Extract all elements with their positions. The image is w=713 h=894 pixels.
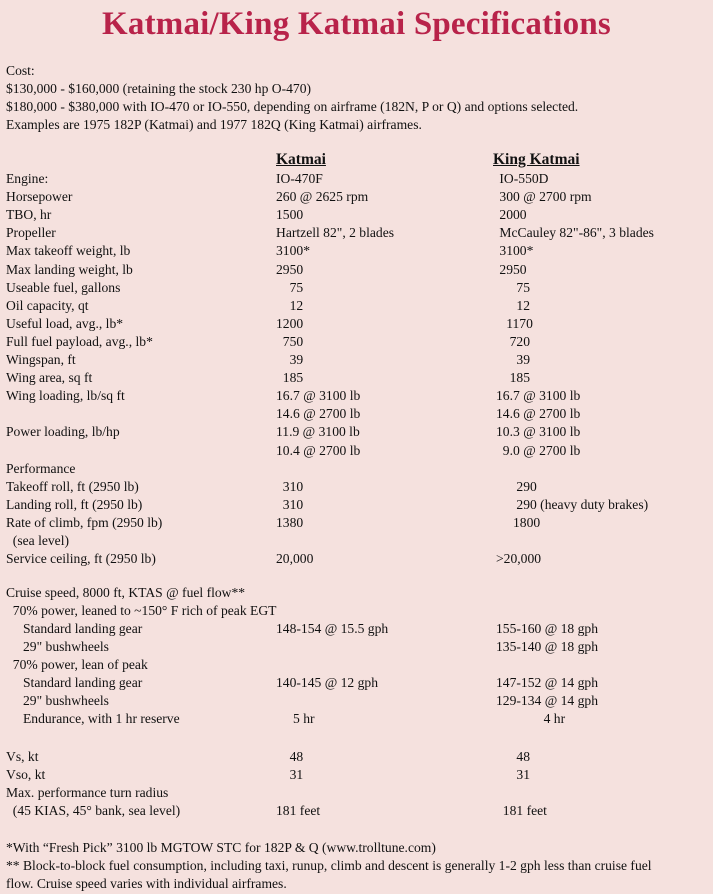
king-katmai-value: 129-134 @ 14 gph	[496, 693, 599, 708]
king-katmai-value: 31	[496, 767, 530, 782]
katmai-value: 2950	[276, 261, 304, 277]
footnote-2: ** Block-to-block fuel consumption, including taxi, runup, climb and descent is generally 1-2 gph less than cruise fuel	[6, 858, 652, 873]
row-label: Oil capacity, qt	[6, 297, 89, 313]
spec-row	[0, 387, 713, 405]
column-header-katmai: Katmai	[276, 151, 326, 168]
spec-row	[0, 460, 713, 478]
king-katmai-value: 75	[496, 279, 530, 295]
katmai-value: 10.4 @ 2700 lb	[276, 442, 361, 458]
katmai-value: 12	[276, 297, 304, 313]
row-label: 29" bushwheels	[6, 639, 109, 654]
spec-row	[0, 442, 713, 460]
spec-row	[0, 242, 713, 260]
king-katmai-value: McCauley 82"-86", 3 blades	[496, 225, 654, 241]
row-label: Propeller	[6, 225, 56, 241]
spec-row	[0, 369, 713, 387]
katmai-value: 3100*	[276, 243, 310, 259]
row-label: TBO, hr	[6, 207, 52, 223]
spec-row	[0, 423, 713, 441]
king-katmai-value: 181 feet	[496, 803, 547, 818]
speed-row	[0, 802, 713, 820]
king-katmai-value: 135-140 @ 18 gph	[496, 639, 599, 654]
row-label: Performance	[6, 460, 76, 476]
katmai-value: 750	[276, 333, 304, 349]
king-katmai-value: 14.6 @ 2700 lb	[496, 406, 581, 422]
katmai-value: 75	[276, 279, 304, 295]
spec-row	[0, 279, 713, 297]
column-headers	[0, 151, 713, 169]
king-katmai-value: 1170	[496, 315, 533, 331]
katmai-value: 31	[276, 767, 304, 782]
king-katmai-value: IO-550D	[496, 171, 549, 186]
cruise-heading: Cruise speed, 8000 ft, KTAS @ fuel flow**	[6, 585, 246, 600]
spec-row	[0, 532, 713, 550]
king-katmai-value: 10.3 @ 3100 lb	[496, 424, 581, 440]
spec-row	[0, 315, 713, 333]
spec-row	[0, 188, 713, 206]
cruise-row	[0, 620, 713, 638]
cruise-row	[0, 602, 713, 620]
spec-row	[0, 297, 713, 315]
king-katmai-value: 16.7 @ 3100 lb	[496, 388, 581, 404]
row-label: (sea level)	[6, 533, 70, 548]
spec-row	[0, 496, 713, 514]
row-label: (45 KIAS, 45° bank, sea level)	[6, 803, 181, 818]
king-katmai-value: 9.0 @ 2700 lb	[496, 442, 581, 458]
row-label: Horsepower	[6, 189, 73, 205]
king-katmai-value: 300 @ 2700 rpm	[496, 189, 592, 205]
spec-row	[0, 261, 713, 279]
katmai-value: 310	[276, 496, 304, 512]
katmai-value: Hartzell 82", 2 blades	[276, 225, 395, 241]
spec-row	[0, 405, 713, 423]
king-katmai-value: 39	[496, 352, 530, 367]
row-label: Wing area, sq ft	[6, 370, 93, 386]
king-katmai-value: 290 (heavy duty brakes)	[496, 496, 649, 512]
speed-row	[0, 784, 713, 802]
king-katmai-value: 155-160 @ 18 gph	[496, 621, 599, 636]
king-katmai-value: 12	[496, 297, 530, 313]
king-katmai-value: 48	[496, 749, 530, 764]
row-label: Landing roll, ft (2950 lb)	[6, 496, 143, 512]
katmai-value: 260 @ 2625 rpm	[276, 189, 369, 205]
king-katmai-value: 147-152 @ 14 gph	[496, 675, 599, 690]
katmai-value: 140-145 @ 12 gph	[276, 675, 379, 690]
speed-row	[0, 766, 713, 784]
row-label: Wing loading, lb/sq ft	[6, 388, 125, 404]
king-katmai-value: 2950	[496, 261, 527, 277]
king-katmai-value: 1800	[496, 514, 541, 530]
row-label: Full fuel payload, avg., lb*	[6, 333, 153, 349]
row-label: Standard landing gear	[6, 675, 143, 690]
row-label: Useful load, avg., lb*	[6, 315, 124, 331]
spec-row	[0, 170, 713, 188]
katmai-value: 310	[276, 478, 304, 494]
spec-row	[0, 333, 713, 351]
row-label: Max landing weight, lb	[6, 261, 133, 277]
speed-row	[0, 748, 713, 766]
katmai-value: 148-154 @ 15.5 gph	[276, 621, 389, 636]
king-katmai-value: >20,000	[496, 551, 542, 567]
row-label: Vso, kt	[6, 767, 46, 782]
katmai-value: 5 hr	[276, 711, 315, 726]
page-title: Katmai/King Katmai Specifications	[102, 6, 611, 42]
cruise-row	[0, 710, 713, 728]
cruise-row	[0, 674, 713, 692]
katmai-value: 11.9 @ 3100 lb	[276, 424, 360, 440]
cost-line-1: $130,000 - $160,000 (retaining the stock 230 hp O-470)	[6, 81, 312, 96]
cost-label: Cost:	[6, 63, 35, 78]
cruise-row	[0, 656, 713, 674]
cruise-row	[0, 638, 713, 656]
column-header-king-katmai: King Katmai	[493, 151, 580, 168]
king-katmai-value: 3100*	[496, 243, 534, 259]
katmai-value: 16.7 @ 3100 lb	[276, 388, 361, 404]
spec-row	[0, 206, 713, 224]
katmai-value: 1200	[276, 315, 304, 331]
row-label: Service ceiling, ft (2950 lb)	[6, 551, 156, 567]
row-label: Max takeoff weight, lb	[6, 243, 131, 259]
row-label: 29" bushwheels	[6, 693, 109, 708]
row-label: Vs, kt	[6, 749, 39, 764]
king-katmai-value: 2000	[496, 207, 527, 223]
katmai-value: 185	[276, 370, 304, 386]
footnote-1: *With “Fresh Pick” 3100 lb MGTOW STC for 182P & Q (www.trolltune.com)	[6, 840, 436, 855]
katmai-value: 48	[276, 749, 304, 764]
king-katmai-value: 4 hr	[496, 711, 566, 726]
row-label: Rate of climb, fpm (2950 lb)	[6, 514, 163, 530]
king-katmai-value: 720	[496, 333, 530, 349]
footnote-2-cont: flow. Cruise speed varies with individual airframes.	[6, 876, 287, 891]
row-label: Wingspan, ft	[6, 352, 76, 367]
king-katmai-value: 290	[496, 478, 537, 494]
katmai-value: 20,000	[276, 551, 314, 567]
king-katmai-value: 185	[496, 370, 530, 386]
cost-line-2: $180,000 - $380,000 with IO-470 or IO-550, depending on airframe (182N, P or Q) and options selected.	[6, 99, 579, 114]
spec-row	[0, 514, 713, 532]
katmai-value: 39	[276, 352, 304, 367]
row-label: Takeoff roll, ft (2950 lb)	[6, 478, 139, 494]
spec-row	[0, 351, 713, 369]
katmai-value: 14.6 @ 2700 lb	[276, 406, 361, 422]
row-label: Power loading, lb/hp	[6, 424, 120, 440]
katmai-value: 1380	[276, 514, 304, 530]
row-label: Engine:	[6, 171, 49, 186]
row-label: Useable fuel, gallons	[6, 279, 121, 295]
spec-row	[0, 550, 713, 568]
row-label: Standard landing gear	[6, 621, 143, 636]
row-label: Endurance, with 1 hr reserve	[6, 711, 180, 726]
katmai-value: 1500	[276, 207, 304, 223]
katmai-value: IO-470F	[276, 171, 323, 186]
cruise-row	[0, 692, 713, 710]
row-label: 70% power, lean of peak	[6, 657, 148, 672]
row-label: 70% power, leaned to ~150° F rich of peak EGT	[6, 603, 277, 618]
spec-row	[0, 478, 713, 496]
row-label: Max. performance turn radius	[6, 785, 169, 800]
katmai-value: 181 feet	[276, 803, 321, 818]
examples-line: Examples are 1975 182P (Katmai) and 1977 182Q (King Katmai) airframes.	[6, 117, 422, 132]
spec-row	[0, 224, 713, 242]
